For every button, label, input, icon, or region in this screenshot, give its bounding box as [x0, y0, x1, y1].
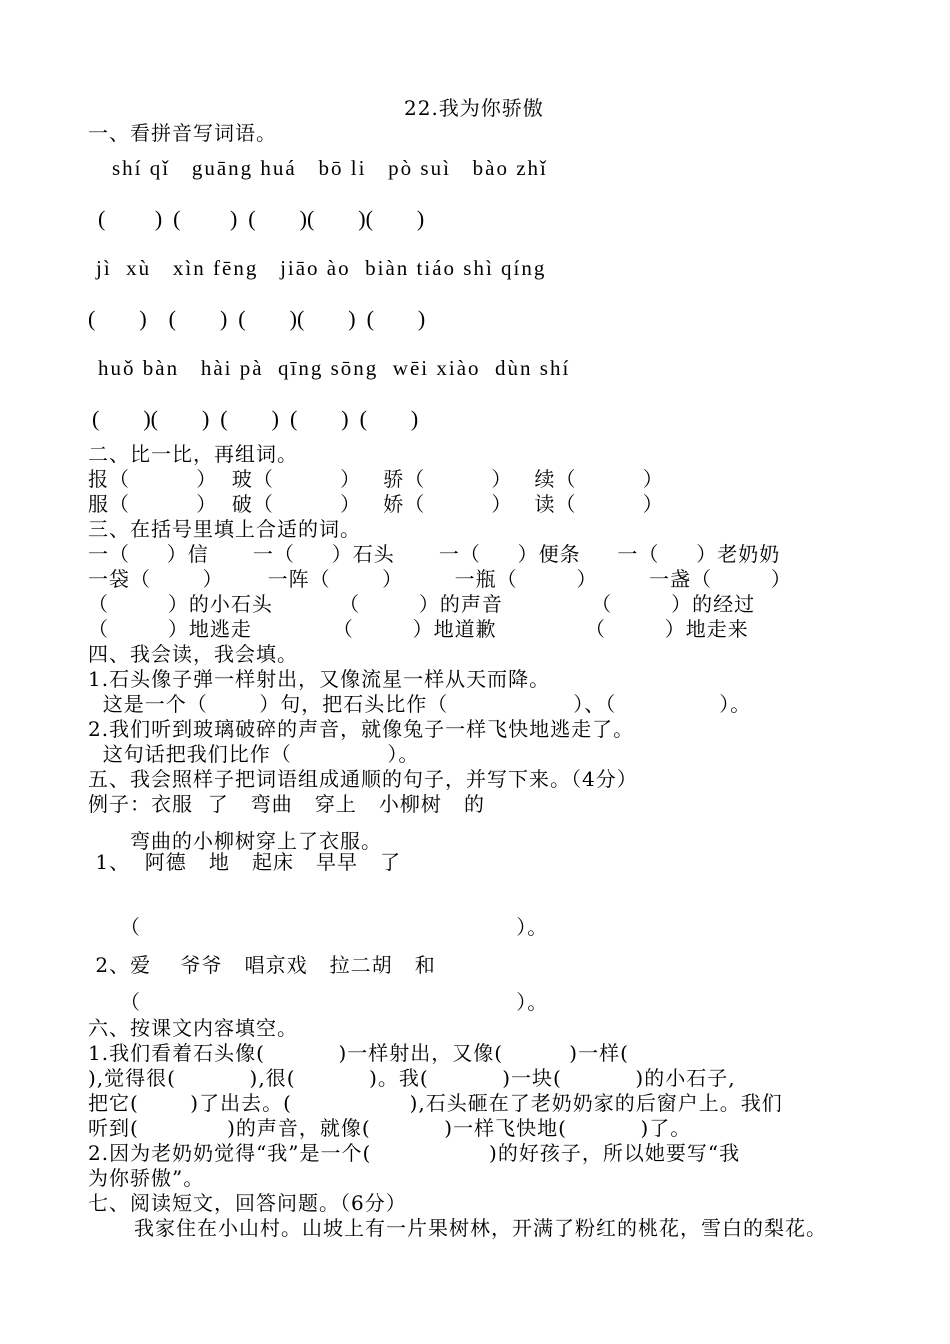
section4-question-1: 1.石头像子弹一样射出，又像流星一样从天而降。 [88, 667, 551, 691]
section3-row-1: 一（ ）信 一（ ）石头 一（ ）便条 一（ ）老奶奶 [88, 542, 781, 566]
section5-question-2-words: 2、爱 爷爷 唱京戏 拉二胡 和 [88, 953, 436, 977]
section6-line-2: ),觉得很( ),很( )。我( )一块( )的小石子, [88, 1066, 736, 1090]
pinyin-row-2: jì xù xìn fēng jiāo ào biàn tiáo shì qíng [96, 256, 547, 280]
section4-question-1-fill: 这是一个（ ）句，把石头比作（ ）、（ ）。 [88, 692, 752, 716]
blanks-row-1: ( ) ( ) ( )( )( ) [98, 206, 425, 231]
section6-line-6: 为你骄傲”。 [88, 1166, 205, 1190]
section2-row-1: 报（ ） 玻（ ） 骄（ ） 续（ ） [88, 467, 664, 491]
section5-example-words: 例子：衣服 了 弯曲 穿上 小柳树 的 [88, 792, 486, 816]
section3-row-4: （ ）地逃走 （ ）地道歉 （ ）地走来 [88, 617, 749, 641]
section5-question-2-blank: （ ）。 [120, 990, 549, 1014]
section2-row-2: 服（ ） 破（ ） 娇（ ） 读（ ） [88, 492, 664, 516]
section7-heading: 七、阅读短文，回答问题。（6分） [88, 1191, 407, 1215]
section3-row-2: 一袋（ ） 一阵（ ） 一瓶（ ） 一盏（ ） [88, 567, 792, 591]
section7-passage: 我家住在小山村。山坡上有一片果树林，开满了粉红的桃花，雪白的梨花。 [134, 1216, 827, 1240]
section3-row-3: （ ）的小石头 （ ）的声音 （ ）的经过 [88, 592, 756, 616]
section5-question-1-words: 1、 阿德 地 起床 早早 了 [88, 850, 402, 874]
section2-heading: 二、比一比，再组词。 [88, 442, 298, 466]
blanks-row-2: ( ) ( ) ( )( ) ( ) [88, 306, 426, 331]
section5-heading: 五、我会照样子把词语组成通顺的句子，并写下来。（4分） [88, 767, 638, 791]
section6-line-5: 2.因为老奶奶觉得“我”是一个( )的好孩子，所以她要写“我 [88, 1141, 741, 1165]
section6-line-3: 把它( )了出去。( ),石头砸在了老奶奶家的后窗户上。我们 [88, 1091, 783, 1115]
section4-heading: 四、我会读，我会填。 [88, 642, 298, 666]
section4-question-2: 2.我们听到玻璃破碎的声音，就像兔子一样飞快地逃走了。 [88, 717, 635, 741]
pinyin-row-3: huǒ bàn hài pà qīng sōng wēi xiào dùn shí [98, 356, 571, 380]
section5-question-1-blank: （ ）。 [120, 915, 549, 939]
pinyin-row-1: shí qǐ guāng huá bō li pò suì bào zhǐ [112, 156, 548, 180]
section1-heading: 一、看拼音写词语。 [88, 121, 277, 145]
section3-heading: 三、在括号里填上合适的词。 [88, 517, 361, 541]
blanks-row-3: ( )( ) ( ) ( ) ( ) [92, 406, 419, 431]
section4-question-2-fill: 这句话把我们比作（ ）。 [88, 742, 420, 766]
page-title: 22.我为你骄傲 [404, 96, 544, 120]
section6-line-4: 听到( )的声音，就像( )一样飞快地( )了。 [88, 1116, 692, 1140]
section5-example-answer: 弯曲的小柳树穿上了衣服。 [130, 829, 382, 853]
section6-line-1: 1.我们看着石头像( )一样射出，又像( )一样( [88, 1041, 629, 1065]
section6-heading: 六、按课文内容填空。 [88, 1016, 298, 1040]
